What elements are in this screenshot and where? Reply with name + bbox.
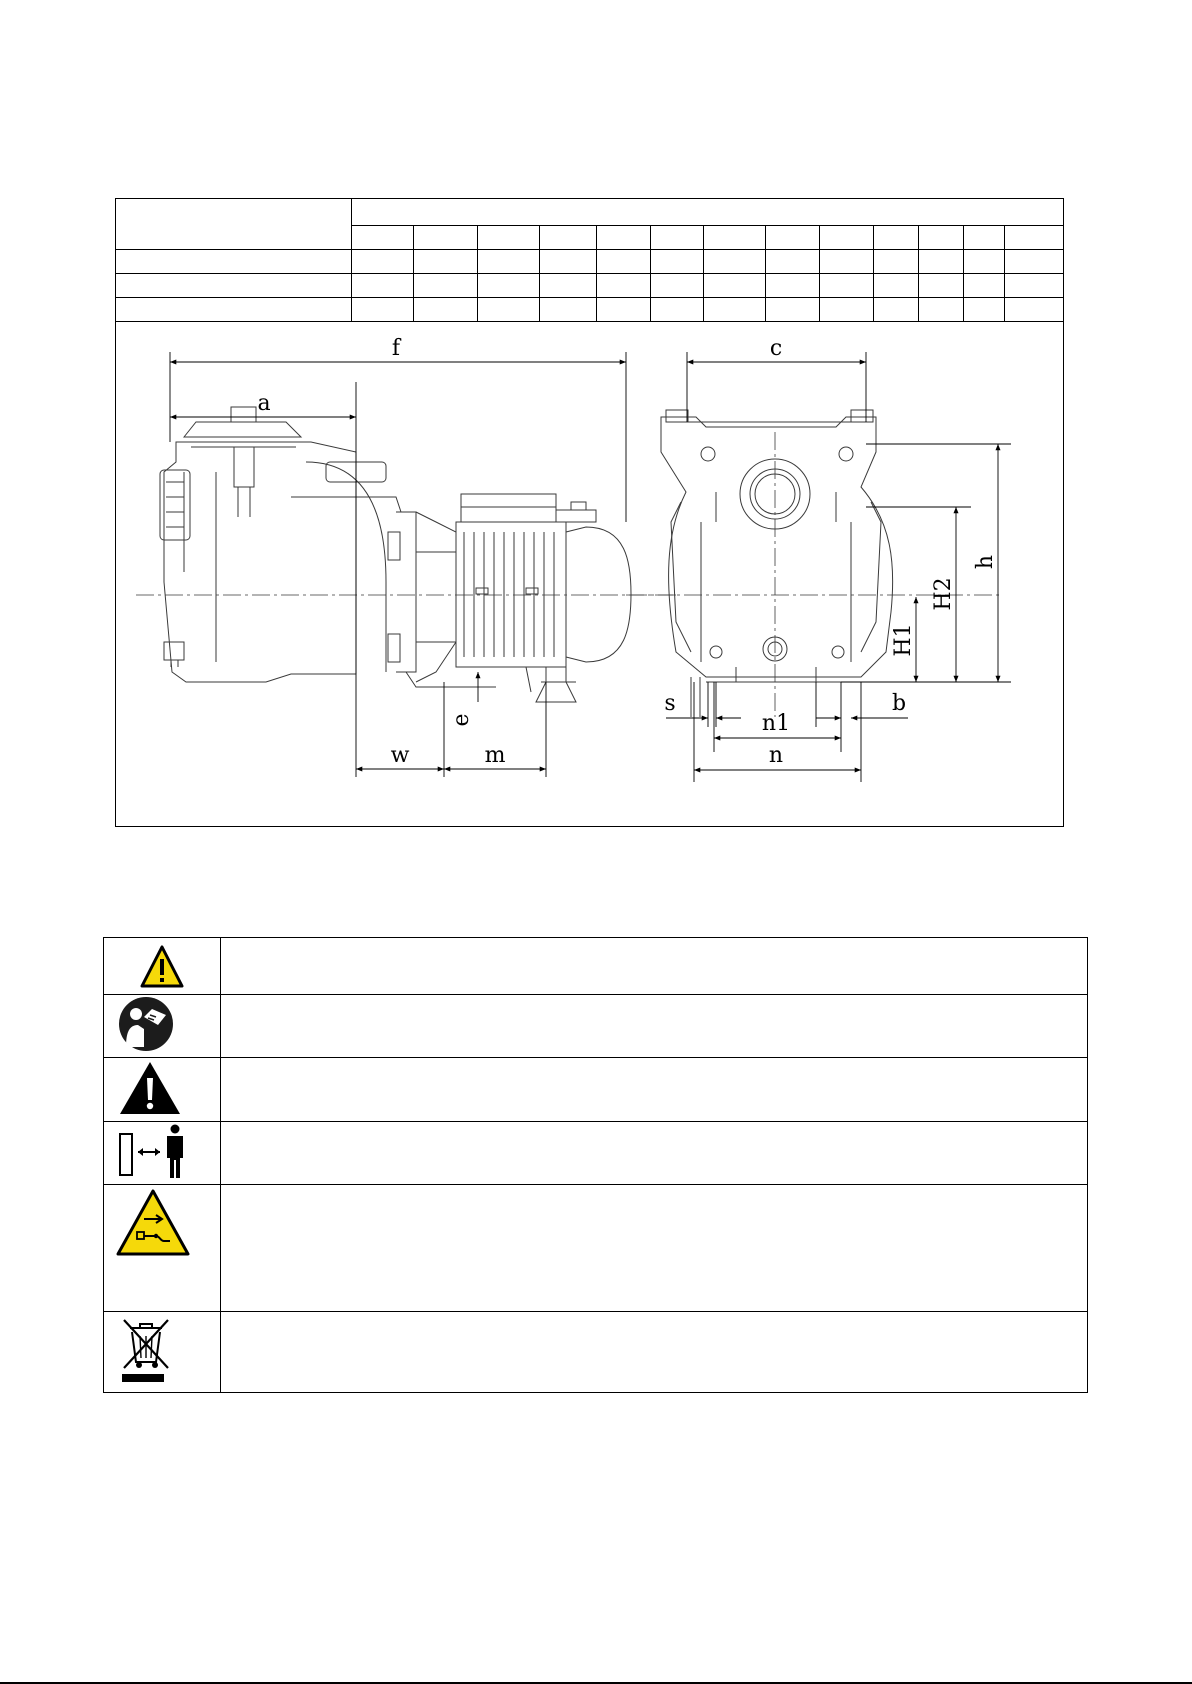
- symbol-row: [104, 938, 1088, 995]
- table-cell: [414, 274, 478, 298]
- table-cell: [477, 226, 540, 250]
- table-cell: [596, 274, 650, 298]
- table-cell: [819, 250, 873, 274]
- keep-distance-icon: [104, 1122, 220, 1180]
- table-cell: [596, 250, 650, 274]
- symbol-description: [221, 1058, 1088, 1122]
- table-cell: [874, 274, 918, 298]
- table-cell: [766, 226, 819, 250]
- table-row: [116, 298, 1064, 322]
- dim-label-n: n: [768, 743, 784, 768]
- dim-label-f: f: [391, 336, 401, 361]
- table-cell: [963, 250, 1004, 274]
- table-cell: [874, 250, 918, 274]
- read-manual-icon: [104, 995, 220, 1053]
- table-cell: [477, 274, 540, 298]
- table-cell: [540, 274, 596, 298]
- dim-label-s: s: [664, 691, 676, 716]
- dim-label-b: b: [891, 691, 907, 716]
- symbol-description: [221, 1122, 1088, 1185]
- table-cell: [414, 226, 478, 250]
- table-cell: [703, 250, 766, 274]
- dim-label-h: h: [973, 554, 998, 570]
- dim-label-a: a: [257, 391, 271, 416]
- pump-dimension-drawing: [116, 322, 1062, 825]
- table-cell: [351, 298, 414, 322]
- table-cell: [596, 298, 650, 322]
- table-cell: [819, 226, 873, 250]
- dim-label-w: w: [390, 743, 410, 768]
- table-cell: [351, 274, 414, 298]
- table-cell: [1005, 250, 1064, 274]
- table-cell: [651, 298, 703, 322]
- table-cell: [819, 298, 873, 322]
- table-cell: [116, 274, 352, 298]
- table-cell: [963, 298, 1004, 322]
- table-cell: [116, 298, 352, 322]
- table-cell: [1005, 226, 1064, 250]
- table-cell: [766, 298, 819, 322]
- symbol-row: [104, 1058, 1088, 1122]
- table-cell: [918, 250, 963, 274]
- dimension-table: [115, 198, 1064, 322]
- table-cell: [874, 298, 918, 322]
- symbol-row: [104, 1122, 1088, 1185]
- table-cell: [1005, 298, 1064, 322]
- table-cell: [351, 250, 414, 274]
- warning-triangle-yellow-icon: [104, 938, 220, 990]
- electric-shock-warning-icon: [104, 1185, 220, 1257]
- dim-label-H2: H2: [931, 577, 956, 611]
- table-cell: [414, 298, 478, 322]
- table-cell: [651, 226, 703, 250]
- table-cell: [1005, 274, 1064, 298]
- table-cell: [351, 226, 414, 250]
- table-cell: [596, 226, 650, 250]
- symbol-description: [221, 995, 1088, 1058]
- symbol-description: [221, 1185, 1088, 1312]
- table-cell: [963, 274, 1004, 298]
- table-cell: [874, 226, 918, 250]
- table-header-group-cell: [351, 199, 1063, 226]
- warning-triangle-black-icon: [104, 1058, 220, 1117]
- table-cell: [703, 274, 766, 298]
- dim-label-c: c: [769, 336, 783, 361]
- dim-label-H1: H1: [891, 623, 916, 657]
- table-cell: [477, 250, 540, 274]
- table-header-label-cell: [116, 199, 352, 250]
- table-cell: [819, 274, 873, 298]
- table-cell: [918, 298, 963, 322]
- table-cell: [116, 250, 352, 274]
- table-cell: [766, 250, 819, 274]
- table-cell: [540, 298, 596, 322]
- dim-label-m: m: [484, 743, 506, 768]
- symbol-row: [104, 995, 1088, 1058]
- table-cell: [651, 274, 703, 298]
- weee-disposal-icon: [104, 1312, 220, 1388]
- table-cell: [703, 226, 766, 250]
- table-row: [116, 274, 1064, 298]
- dim-label-e: e: [449, 713, 474, 727]
- symbol-description: [221, 938, 1088, 995]
- table-cell: [477, 298, 540, 322]
- safety-symbols-table: [103, 937, 1088, 1393]
- table-cell: [918, 274, 963, 298]
- table-header-row: [116, 199, 1064, 226]
- table-cell: [703, 298, 766, 322]
- table-cell: [414, 250, 478, 274]
- table-cell: [766, 274, 819, 298]
- symbol-row: [104, 1312, 1088, 1393]
- symbol-description: [221, 1312, 1088, 1393]
- table-cell: [540, 226, 596, 250]
- table-cell: [540, 250, 596, 274]
- table-cell: [963, 226, 1004, 250]
- table-cell: [651, 250, 703, 274]
- table-cell: [918, 226, 963, 250]
- symbol-row: [104, 1185, 1088, 1312]
- table-row: [116, 250, 1064, 274]
- dim-label-n1: n1: [761, 711, 791, 736]
